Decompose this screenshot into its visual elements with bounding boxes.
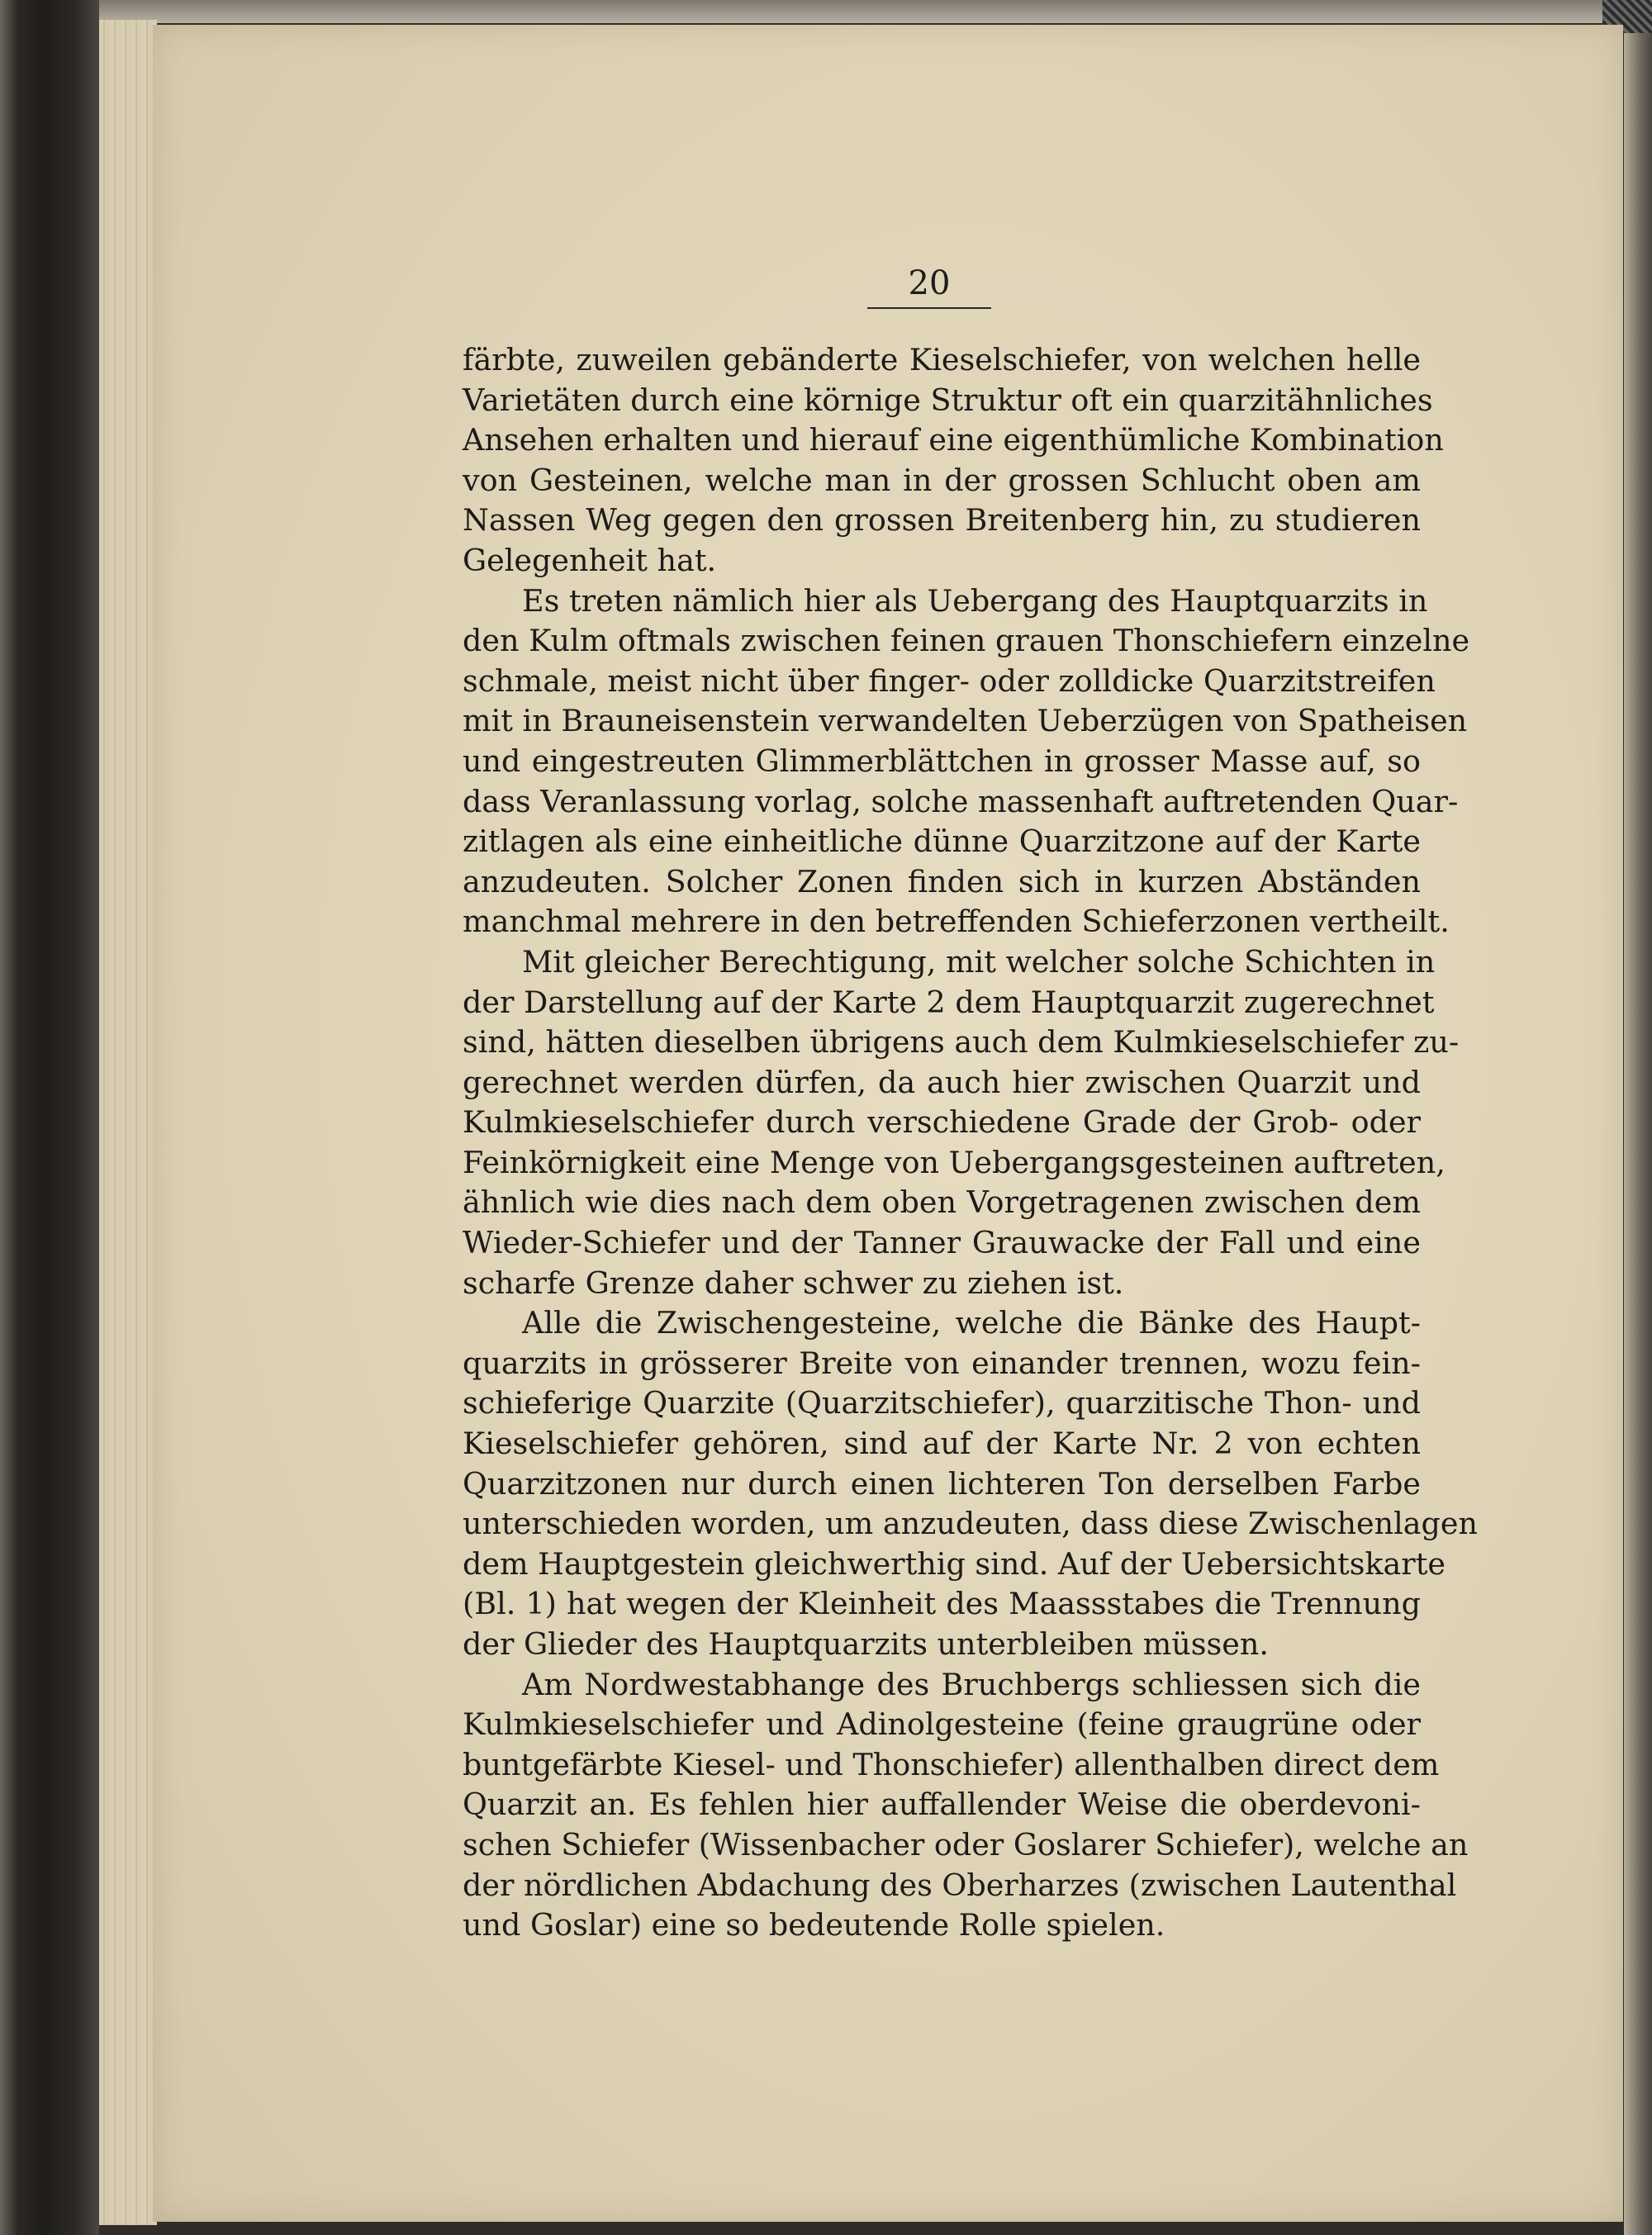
paragraph-5 bbox=[463, 1665, 1469, 1946]
text-line: anzudeuten. Solcher Zonen finden sich in kurzen Abständen bbox=[463, 863, 1421, 899]
text-line: gerechnet werden dürfen, da auch hier zwischen Quarzit und bbox=[463, 1064, 1421, 1100]
paragraph-3 bbox=[463, 942, 1460, 1303]
text-line: ähnlich wie dies nach dem oben Vorgetragenen zwischen dem bbox=[463, 1184, 1421, 1221]
text-line: Wieder-Schiefer und der Tanner Grauwacke der Fall und eine bbox=[463, 1225, 1421, 1261]
page-number: 20 bbox=[867, 264, 991, 309]
text-line: der Darstellung auf der Karte 2 dem Hauptquarzit zugerechnet bbox=[463, 984, 1435, 1020]
page-leaf-edges bbox=[99, 20, 157, 2225]
paragraph-1 bbox=[463, 340, 1444, 581]
text-line: färbte, zuweilen gebänderte Kieselschiefer, von welchen helle bbox=[463, 342, 1421, 377]
text-line: den Kulm oftmals zwischen feinen grauen Thonschiefern einzelne bbox=[463, 623, 1470, 659]
text-line: Gelegenheit hat. bbox=[463, 542, 717, 578]
text-line: Ansehen erhalten und hierauf eine eigenthümliche Kombination bbox=[463, 422, 1444, 458]
text-line: scharfe Grenze daher schwer zu ziehen ist. bbox=[463, 1265, 1124, 1301]
paragraph-4 bbox=[463, 1303, 1479, 1664]
book-cover-spine bbox=[0, 0, 99, 2235]
text-line: dem Hauptgestein gleichwerthig sind. Auf der Uebersichtskarte bbox=[463, 1545, 1446, 1582]
text-line: mit in Brauneisenstein verwandelten Ueberzügen von Spatheisen bbox=[463, 703, 1468, 739]
text-line: (Bl. 1) hat wegen der Kleinheit des Maassstabes die Trennung bbox=[463, 1586, 1421, 1622]
text-line: unterschieden worden, um anzudeuten, dass diese Zwischenlagen bbox=[463, 1506, 1479, 1542]
text-line: buntgefärbte Kiesel- und Thonschiefer) allenthalben direct dem bbox=[463, 1746, 1440, 1782]
text-line: quarzits in grösserer Breite von einander trennen, wozu fein- bbox=[463, 1345, 1421, 1381]
text-line: Quarzitzonen nur durch einen lichteren Ton derselben Farbe bbox=[463, 1465, 1421, 1502]
text-line: manchmal mehrere in den betreffenden Schieferzonen vertheilt. bbox=[463, 904, 1450, 940]
text-line: Varietäten durch eine körnige Struktur oft ein quarzitähnliches bbox=[463, 382, 1433, 418]
text-line: Nassen Weg gegen den grossen Breitenberg hin, zu studieren bbox=[463, 502, 1421, 539]
text-line: von Gesteinen, welche man in der grossen Schlucht oben am bbox=[463, 462, 1421, 498]
text-line: sind, hätten dieselben übrigens auch dem Kulmkieselschiefer zu- bbox=[463, 1024, 1460, 1061]
text-line: und Goslar) eine so bedeutende Rolle spielen. bbox=[463, 1907, 1165, 1943]
text-line: Kieselschiefer gehören, sind auf der Karte Nr. 2 von echten bbox=[463, 1426, 1421, 1462]
text-line: Quarzit an. Es fehlen hier auffallender Weise die oberdevoni- bbox=[463, 1787, 1421, 1823]
text-line: Mit gleicher Berechtigung, mit welcher solche Schichten in bbox=[522, 943, 1436, 980]
text-line: Feinkörnigkeit eine Menge von Uebergangsgesteinen auftreten, bbox=[463, 1144, 1446, 1180]
text-line: Kulmkieselschiefer durch verschiedene Grade der Grob- oder bbox=[463, 1104, 1421, 1141]
text-line: Alle die Zwischengesteine, welche die Bänke des Haupt- bbox=[522, 1305, 1421, 1341]
text-line: dass Veranlassung vorlag, solche massenhaft auftretenden Quar- bbox=[463, 783, 1459, 819]
text-line: Am Nordwestabhange des Bruchbergs schliessen sich die bbox=[522, 1666, 1421, 1702]
text-line: Kulmkieselschiefer und Adinolgesteine (feine graugrüne oder bbox=[463, 1706, 1421, 1743]
paragraph-2 bbox=[463, 581, 1470, 942]
scan-right-edge bbox=[1624, 0, 1652, 2235]
body-text bbox=[463, 340, 1479, 1946]
text-line: schen Schiefer (Wissenbacher oder Goslarer Schiefer), welche an bbox=[463, 1826, 1469, 1862]
scan-top-edge bbox=[0, 0, 1652, 23]
text-line: zitlagen als eine einheitliche dünne Quarzitzone auf der Karte bbox=[463, 823, 1421, 860]
text-line: und eingestreuten Glimmerblättchen in grosser Masse auf, so bbox=[463, 743, 1421, 779]
text-line: der Glieder des Hauptquarzits unterbleiben müssen. bbox=[463, 1626, 1269, 1662]
text-line: schmale, meist nicht über finger- oder zolldicke Quarzitstreifen bbox=[463, 662, 1436, 699]
text-line: Es treten nämlich hier als Uebergang des Hauptquarzits in bbox=[522, 582, 1428, 619]
text-line: der nördlichen Abdachung des Oberharzes (zwischen Lautenthal bbox=[463, 1867, 1457, 1903]
text-line: schieferige Quarzite (Quarzitschiefer), quarzitische Thon- und bbox=[463, 1385, 1421, 1421]
